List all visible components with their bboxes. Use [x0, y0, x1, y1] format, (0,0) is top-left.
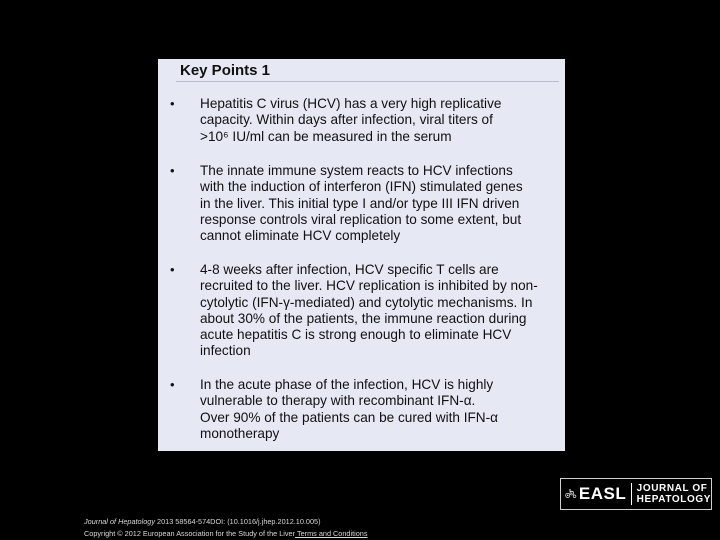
bullet-line: >10⁶ IU/ml can be measured in the serum — [200, 128, 452, 144]
bullet-line: monotherapy — [200, 425, 280, 441]
bullet-line: cannot eliminate HCV completely — [200, 228, 401, 244]
title-divider — [176, 81, 559, 82]
bullet-text — [200, 163, 550, 244]
bullet-dot-icon: • — [170, 96, 175, 111]
bullet-line: response controls viral replication to some extent, but — [200, 211, 522, 227]
panel-title: Key Points 1 — [180, 62, 271, 79]
terms-and-conditions-link[interactable]: Terms and Conditions — [295, 529, 368, 538]
bullet-text — [200, 96, 550, 145]
bullet-dot-icon: • — [170, 377, 175, 392]
citation-text: 2013 58564-574DOI: (10.1016/j.jhep.2012.10.005) — [155, 517, 321, 526]
bullet-line: 4-8 weeks after infection, HCV specific T cells are — [200, 262, 499, 277]
bullet-line: with the induction of interferon (IFN) stimulated genes — [200, 179, 523, 195]
bullet-line: Over 90% of the patients can be cured with IFN-α — [200, 409, 499, 425]
bullet-line: in the liver. This initial type I and/or type III IFN driven — [200, 195, 520, 211]
bullet-dot-icon: • — [170, 163, 175, 178]
bullet-dot-icon: • — [170, 262, 175, 277]
journal-name: Journal of Hepatology — [84, 517, 155, 526]
copyright-text: Copyright © 2012 European Association for the Study of the Liver — [84, 529, 296, 538]
bullet-line: about 30% of the patients, the immune reaction during — [200, 310, 527, 326]
logo-journal-name — [637, 483, 711, 505]
copyright-line — [84, 528, 368, 540]
bullet-line: recruited to the liver. HCV replication is inhibited by non- — [200, 278, 538, 294]
bullet-line: In the acute phase of the infection, HCV is highly — [200, 377, 494, 392]
logo-easl-text: EASL — [578, 484, 627, 503]
bullet-text — [200, 262, 550, 360]
bullet-line: Hepatitis C virus (HCV) has a very high replicative — [200, 96, 502, 111]
bullet-text — [200, 377, 550, 442]
citation-footer — [84, 516, 368, 540]
bullet-line: infection — [200, 343, 251, 359]
easl-swirl-icon — [565, 483, 577, 505]
key-points-panel — [158, 59, 565, 451]
bullet-line: cytolytic (IFN-γ-mediated) and cytolytic mechanisms. In — [200, 294, 533, 310]
bullet-line: capacity. Within days after infection, viral titers of — [200, 112, 493, 128]
easl-journal-logo — [560, 478, 712, 510]
bullet-line: The innate immune system reacts to HCV infections — [200, 163, 513, 178]
bullet-line: acute hepatitis C is strong enough to eliminate HCV — [200, 327, 512, 343]
logo-journal-line: HEPATOLOGY — [636, 494, 711, 505]
bullet-line: vulnerable to therapy with recombinant IFN-α. — [200, 393, 476, 409]
citation-line — [84, 516, 368, 528]
logo-journal-line: JOURNAL OF — [636, 483, 708, 494]
